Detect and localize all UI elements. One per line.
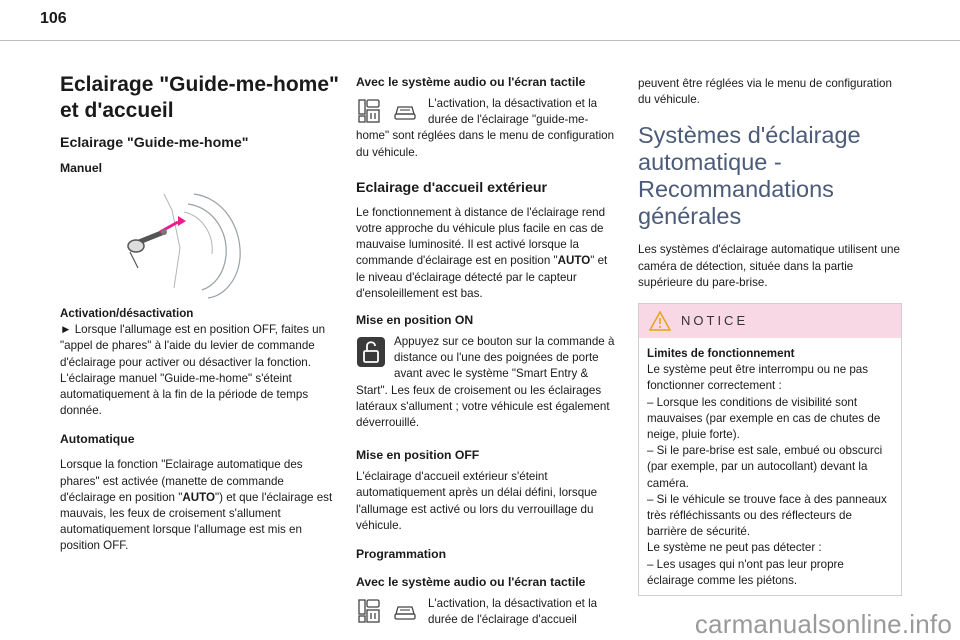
- audio-system-icon: [356, 598, 382, 624]
- steering-stalk-illustration: [124, 188, 244, 300]
- notice-box: [638, 303, 902, 596]
- notice-label: NOTICE: [681, 312, 749, 328]
- intro-text: Les systèmes d'éclairage automatique utilisent une caméra de détection, située dans la partie supérieure du pare-brise.: [638, 243, 900, 289]
- system-icons-1: [356, 98, 418, 124]
- subheading-automatique: Automatique: [60, 432, 135, 447]
- column-middle: [356, 58, 618, 634]
- on-heading: Mise en position ON: [356, 313, 474, 328]
- manual-off-text: L'éclairage manuel "Guide-me-home" s'éteint automatiquement à la fin de la période de temps donnée.: [60, 371, 309, 418]
- title-line-2: et d'accueil: [60, 99, 174, 122]
- accueil-keyword: AUTO: [557, 254, 591, 268]
- on-text: Appuyez sur ce bouton sur la commande à distance ou l'une des poignées de porte avant avec le système "Smart Entry & Start". Les feux de croisement ou les éclairages latéraux s'allument ; votre véhicule est également déverrouillé.: [356, 335, 615, 430]
- auto-keyword: AUTO: [182, 490, 215, 504]
- column-left: [60, 58, 342, 561]
- audio-text-2: L'activation, la désactivation et la durée de l'éclairage d'accueil: [428, 597, 598, 627]
- column-right: [638, 58, 902, 596]
- page-number: 106: [40, 10, 67, 27]
- accueil-text: Le fonctionnement à distance de l'éclairage rend votre approche du véhicule plus facile en cas de mauvaise luminosité. Il est activé lorsque la commande d'éclairage est en position "AUTO" et le niveau d'éclairage détecté par le capteur d'ensoleillement est bas.: [356, 205, 608, 300]
- title-line-1: Eclairage "Guide-me-home": [60, 73, 339, 96]
- limits-line: – Les usages qui n'ont pas leur propre éclairage comme les piétons.: [647, 557, 844, 587]
- watermark: carmanualsonline.info: [694, 609, 952, 639]
- limits-line: Le système peut être interrompu ou ne pas fonctionner correctement :: [647, 363, 869, 393]
- subheading-manuel: Manuel: [60, 161, 102, 175]
- warning-triangle-icon: [649, 311, 671, 331]
- page-title: [60, 72, 342, 124]
- limits-line: Le système ne peut pas détecter :: [647, 541, 822, 555]
- notice-header: [639, 304, 901, 338]
- activation-title: Activation/désactivation: [60, 307, 194, 320]
- programmation-heading: Programmation: [356, 547, 447, 562]
- limits-title: Limites de fonctionnement: [647, 347, 795, 361]
- accueil-heading: Eclairage d'accueil extérieur: [356, 179, 548, 196]
- audio-heading-1: Avec le système audio ou l'écran tactile: [356, 75, 586, 89]
- notice-body: [639, 338, 901, 595]
- limits-line: – Si le pare-brise est sale, embué ou obscurci (par exemple, par un autocollant) devant la caméra.: [647, 444, 883, 490]
- header-rule: [0, 40, 960, 41]
- limits-line: – Si le véhicule se trouve face à des panneaux très réfléchissants ou des réflecteurs de barrière de sécurité.: [647, 492, 887, 539]
- auto-text: Lorsque la fonction "Eclairage automatique des phares" est activée (manette de commande d'éclairage en position "AUTO") et que l'éclairage est mauvais, les feux de croisement s'allument automatiquement lorsque l'allumage est mis en position OFF.: [60, 458, 333, 553]
- section-title-guide-me-home: Eclairage "Guide-me-home": [60, 135, 249, 151]
- limits-line: – Lorsque les conditions de visibilité sont mauvaises (par exemple en cas de chutes de neige, pluie forte).: [647, 395, 881, 442]
- audio-system-icon: [356, 98, 382, 124]
- unlock-button-icon: [356, 336, 386, 368]
- touchscreen-car-icon: [392, 598, 418, 624]
- system-icons-2: [356, 598, 418, 624]
- off-text: L'éclairage d'accueil extérieur s'éteint automatiquement après un délai défini, lorsque l'allumage est activé ou lors du verrouillage du véhicule.: [356, 470, 598, 532]
- audio-heading-2: Avec le système audio ou l'écran tactile: [356, 575, 586, 590]
- off-heading: Mise en position OFF: [356, 448, 480, 463]
- touchscreen-car-icon: [392, 98, 418, 124]
- activation-text: ► Lorsque l'allumage est en position OFF, faites un "appel de phares" à l'aide du levier de commande d'éclairage pour activer ou désactiver la fonction.: [60, 323, 326, 369]
- audio-text-1: L'activation, la désactivation et la durée de l'éclairage "guide-me-home" sont réglées dans le menu de configuration du véhicule.: [356, 97, 615, 159]
- section-title-auto-lighting: Systèmes d'éclairage automatique - Recommandations générales: [638, 122, 861, 230]
- continuation-text: peuvent être réglées via le menu de configuration du véhicule.: [638, 77, 892, 107]
